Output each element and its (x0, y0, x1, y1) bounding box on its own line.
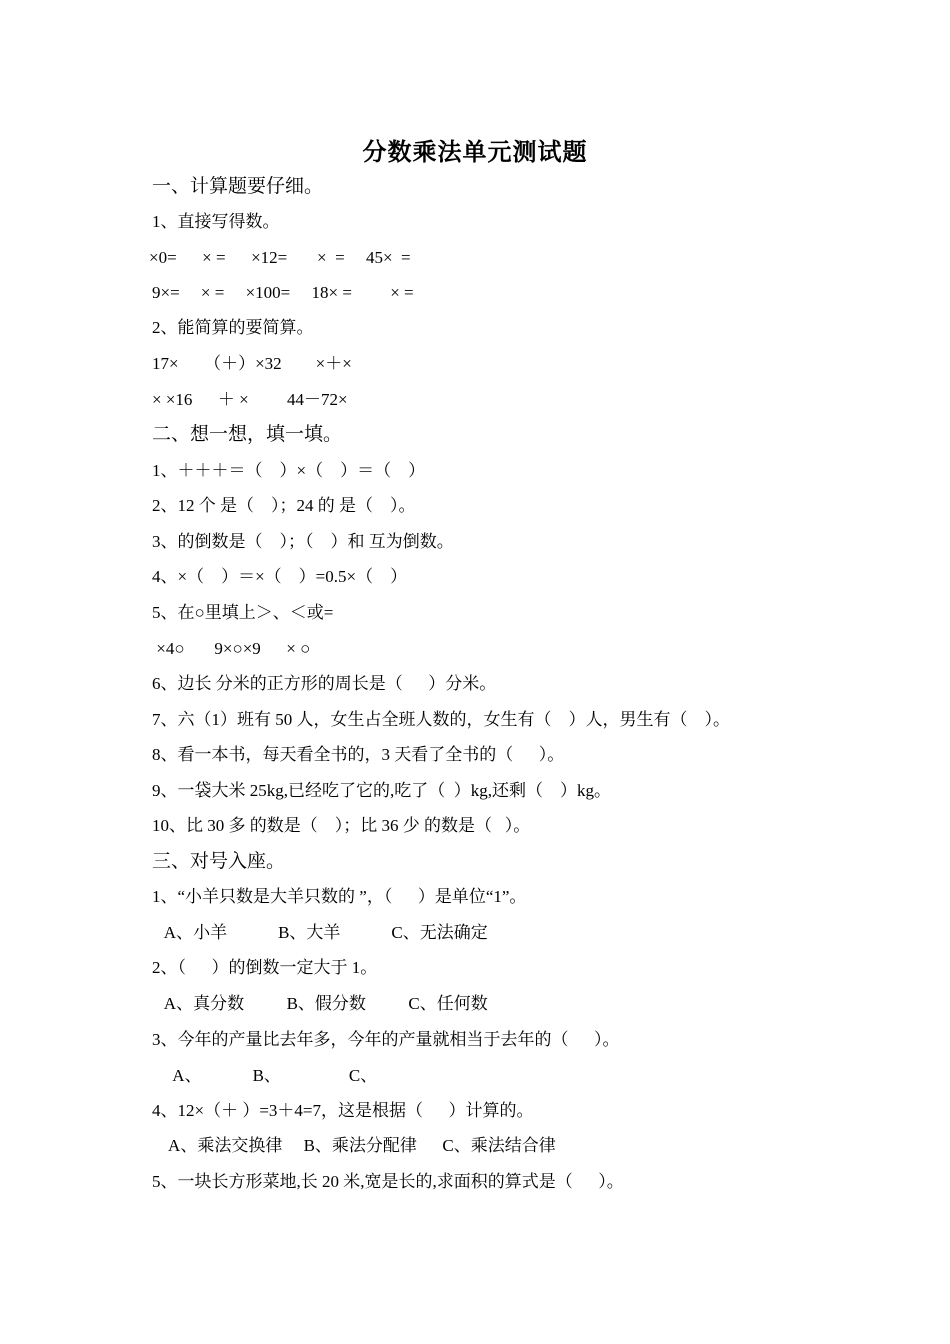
question-line: 1、直接写得数。 (152, 212, 280, 231)
question-line: ×4○ 9×○×9 × ○ (152, 639, 311, 658)
question-line: 5、在○里填上＞、＜或= (152, 603, 334, 622)
question-line: 3、的倒数是（ ）；（ ）和 互为倒数。 (152, 532, 454, 551)
question-line: 2、（ ）的倒数一定大于 1。 (152, 958, 378, 977)
question-line: 2、能简算的要简算。 (152, 318, 314, 337)
answer-options: A、真分数 B、假分数 C、任何数 (152, 994, 488, 1013)
question-line: 5、一块长方形菜地,长 20 米,宽是长的,求面积的算式是（ ）。 (152, 1172, 624, 1191)
section-heading-3: 三、对号入座。 (152, 851, 286, 872)
answer-options: A、乘法交换律 B、乘法分配律 C、乘法结合律 (152, 1136, 556, 1155)
question-line: 4、12×（＋ ）=3＋4=7，这是根据（ ）计算的。 (152, 1101, 534, 1120)
question-line: 4、×（ ）＝×（ ）=0.5×（ ） (152, 567, 408, 586)
question-line: 3、今年的产量比去年多，今年的产量就相当于去年的（ ）。 (152, 1030, 620, 1049)
question-line: ×0= × = ×12= × = 45× = (149, 248, 411, 267)
answer-options: A、 B、 C、 (152, 1066, 378, 1085)
question-line: 8、看一本书，每天看全书的，3 天看了全书的（ ）。 (152, 745, 565, 764)
question-line: 1、＋＋＋＝（ ）×（ ）＝（ ） (152, 461, 426, 480)
question-line: 17× （＋）×32 ×＋× (152, 354, 352, 373)
question-line: 10、比 30 多 的数是（ ）；比 36 少 的数是（ ）。 (152, 816, 531, 835)
question-line: 2、12 个 是（ ）；24 的 是（ ）。 (152, 496, 416, 515)
section-heading-2: 二、想一想，填一填。 (152, 424, 343, 445)
question-line: 7、六（1）班有 50 人，女生占全班人数的，女生有（ ）人，男生有（ ）。 (152, 710, 730, 729)
page-title: 分数乘法单元测试题 (362, 140, 588, 166)
question-line: × ×16 ＋ × 44－72× (152, 390, 348, 409)
question-line: 6、边长 分米的正方形的周长是（ ）分米。 (152, 674, 497, 693)
question-line: 9×= × = ×100= 18× = × = (152, 283, 414, 302)
question-line: 1、“小羊只数是大羊只数的 ”，（ ）是单位“1”。 (152, 887, 527, 906)
answer-options: A、小羊 B、大羊 C、无法确定 (152, 923, 488, 942)
section-heading-1: 一、计算题要仔细。 (152, 176, 324, 197)
question-line: 9、一袋大米 25kg,已经吃了它的,吃了（ ）kg,还剩（ ）kg。 (152, 781, 611, 800)
